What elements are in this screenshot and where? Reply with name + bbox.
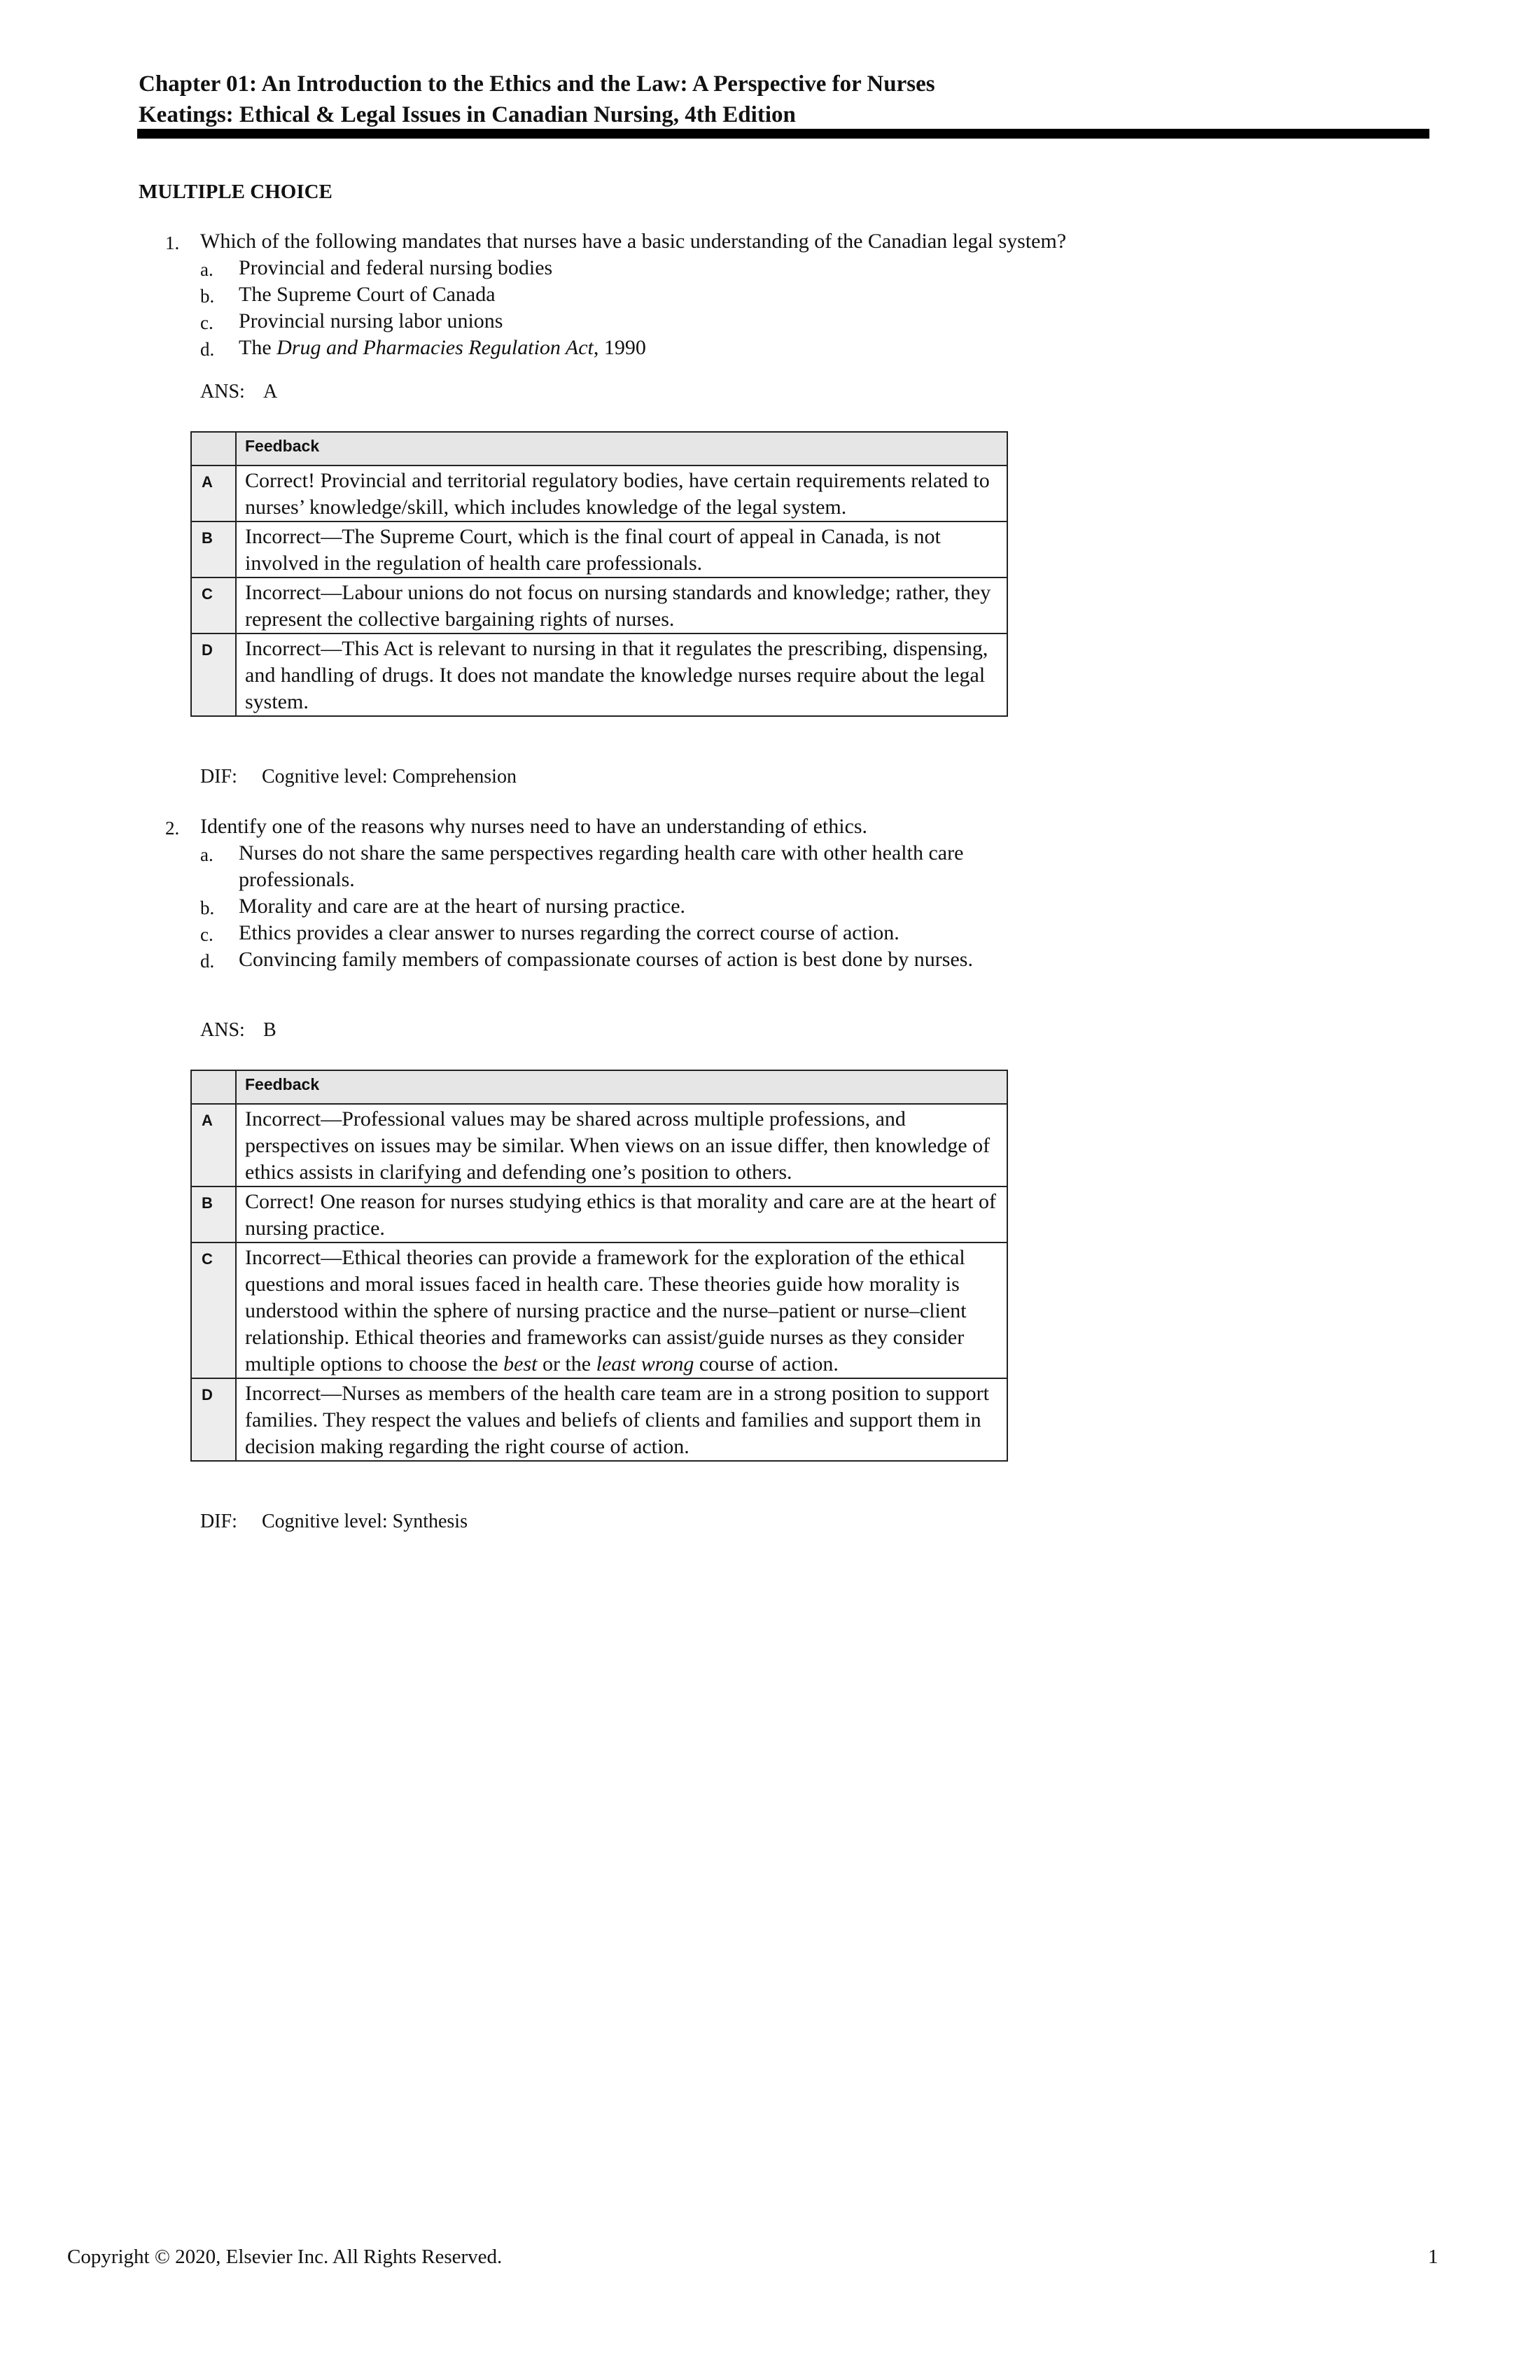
feedback-header-row — [191, 1070, 1007, 1104]
feedback-row — [191, 1104, 1007, 1186]
feedback-row — [191, 1242, 1007, 1378]
option-text: Nurses do not share the same perspectives regarding health care with other health care professionals. — [239, 841, 964, 891]
option-letter: c. — [200, 312, 214, 333]
feedback-table — [190, 1070, 1008, 1462]
option-text: Morality and care are at the heart of nursing practice. — [239, 895, 686, 918]
feedback-text: Incorrect—Labour unions do not focus on nursing standards and knowledge; rather, they represent the collective bargaining rights of nurses. — [236, 578, 1007, 634]
feedback-header: Feedback — [236, 432, 1007, 465]
feedback-letter: B — [191, 522, 236, 578]
feedback-row — [191, 578, 1007, 634]
feedback-letter: A — [191, 465, 236, 522]
chapter-title: Chapter 01: An Introduction to the Ethics and the Law: A Perspective for Nurses — [139, 71, 935, 97]
feedback-text: Incorrect—Professional values may be shared across multiple professions, and perspectives on issues may be similar. When views on an issue differ, then knowledge of ethics assists in clarifying and defending one’s position to others. — [236, 1104, 1007, 1186]
feedback-text: Correct! One reason for nurses studying ethics is that morality and care are at the heart of nursing practice. — [236, 1186, 1007, 1242]
answer-line — [200, 1019, 276, 1042]
feedback-text: Incorrect—Nurses as members of the health care team are in a strong position to support families. They respect the values and beliefs of clients and families and support them in decision making regarding the right course of action. — [236, 1378, 1007, 1461]
feedback-header: Feedback — [236, 1070, 1007, 1104]
feedback-text: Correct! Provincial and territorial regulatory bodies, have certain requirements related to nurses’ knowledge/skill, which includes knowledge of the legal system. — [236, 465, 1007, 522]
copyright-notice: Copyright © 2020, Elsevier Inc. All Rights Reserved. — [67, 2246, 503, 2268]
feedback-table — [190, 431, 1008, 717]
option-text: Provincial nursing labor unions — [239, 309, 503, 332]
option-text: Ethics provides a clear answer to nurses regarding the correct course of action. — [239, 921, 899, 944]
feedback-row — [191, 634, 1007, 716]
document-header — [139, 69, 1427, 130]
feedback-row — [191, 465, 1007, 522]
option-letter: b. — [200, 286, 215, 307]
answer-label: ANS: — [200, 381, 245, 402]
option-letter: c. — [200, 924, 214, 945]
section-title: MULTIPLE CHOICE — [139, 181, 332, 203]
feedback-text: Incorrect—This Act is relevant to nursing in that it regulates the prescribing, dispensing, and handling of drugs. It does not mandate the knowledge nurses require about the legal system. — [236, 634, 1007, 716]
feedback-letter: C — [191, 578, 236, 634]
book-title: Keatings: Ethical & Legal Issues in Canadian Nursing, 4th Edition — [139, 102, 796, 127]
option-text: Provincial and federal nursing bodies — [239, 256, 553, 279]
option-letter: a. — [200, 259, 214, 280]
option-letter: b. — [200, 897, 215, 918]
option-text: The Drug and Pharmacies Regulation Act, 1990 — [239, 336, 646, 359]
difficulty-label: DIF: — [200, 1511, 237, 1532]
feedback-letter: A — [191, 1104, 236, 1186]
feedback-row — [191, 1186, 1007, 1242]
difficulty-line — [200, 1511, 468, 1533]
feedback-row — [191, 522, 1007, 578]
feedback-letter: D — [191, 1378, 236, 1461]
question-text: Which of the following mandates that nurses have a basic understanding of the Canadian legal system? — [200, 230, 1067, 253]
answer-line — [200, 381, 277, 403]
option-letter: d. — [200, 951, 215, 972]
feedback-header-row — [191, 432, 1007, 465]
feedback-letter: D — [191, 634, 236, 716]
question-number: 1. — [165, 232, 180, 253]
feedback-letter: B — [191, 1186, 236, 1242]
feedback-letter: C — [191, 1242, 236, 1378]
feedback-corner — [191, 1070, 236, 1104]
option-letter: d. — [200, 339, 215, 360]
feedback-text: Incorrect—The Supreme Court, which is the final court of appeal in Canada, is not involved in the regulation of health care professionals. — [236, 522, 1007, 578]
feedback-row — [191, 1378, 1007, 1461]
option-text: The Supreme Court of Canada — [239, 283, 496, 306]
difficulty-value: Cognitive level: Synthesis — [262, 1511, 468, 1532]
answer-value: A — [263, 381, 278, 402]
difficulty-label: DIF: — [200, 766, 237, 788]
header-rule — [137, 129, 1429, 139]
answer-value: B — [263, 1019, 276, 1041]
feedback-text: Incorrect—Ethical theories can provide a framework for the exploration of the ethical questions and moral issues faced in health care. These theories guide how morality is understood within the sphere of nursing practice and the nurse–patient or nurse–client relationship. Ethical theories and frameworks can assist/guide nurses as they consider multiple options to choose the best or the least wrong course of action. — [236, 1242, 1007, 1378]
option-text: Convincing family members of compassionate courses of action is best done by nurses. — [239, 948, 973, 971]
answer-label: ANS: — [200, 1019, 245, 1041]
question-text: Identify one of the reasons why nurses need to have an understanding of ethics. — [200, 815, 868, 838]
feedback-corner — [191, 432, 236, 465]
option-letter: a. — [200, 844, 214, 865]
difficulty-value: Cognitive level: Comprehension — [262, 766, 517, 788]
page-number: 1 — [1428, 2246, 1438, 2268]
difficulty-line — [200, 766, 517, 788]
question-number: 2. — [165, 818, 180, 839]
